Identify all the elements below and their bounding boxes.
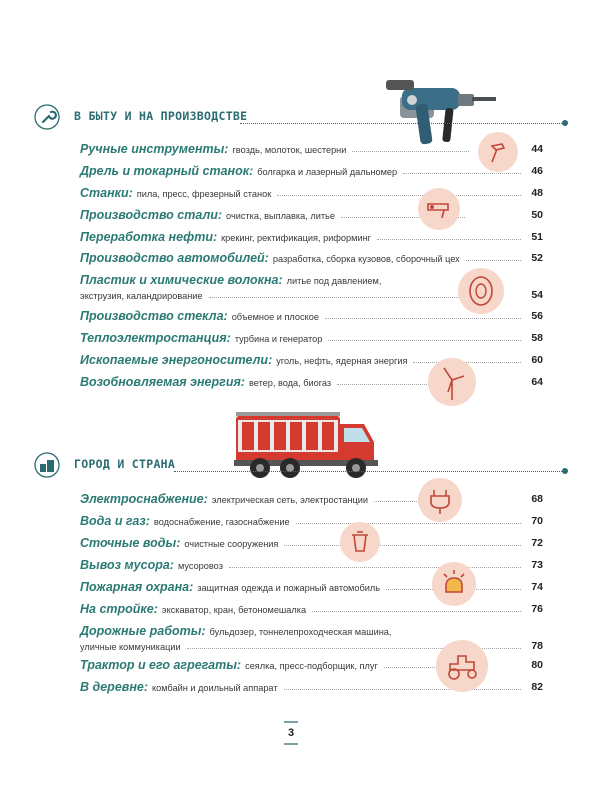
entry-title: Возобновляемая энергия: [80, 375, 245, 389]
entry-page: 70 [531, 515, 543, 527]
entry-desc: болгарка и лазерный дальномер [257, 167, 398, 177]
entry-page: 64 [531, 376, 543, 388]
section-header-home-industry [34, 104, 568, 130]
plug-icon [418, 478, 462, 522]
plug-badge [418, 478, 462, 522]
toc-entry[interactable] [80, 512, 543, 528]
trash-can-icon [340, 522, 380, 562]
trash-can-badge [340, 522, 380, 562]
toc-entry[interactable] [80, 534, 543, 550]
entry-desc: уголь, нефть, ядерная энергия [276, 356, 408, 366]
entry-desc: сеялка, пресс-подборщик, плуг [245, 661, 378, 671]
entry-desc: электрическая сеть, электростанции [211, 495, 369, 505]
city-buildings-icon [34, 452, 60, 478]
entry-page: 54 [531, 289, 543, 301]
wind-turbine-badge [428, 358, 476, 406]
hair-dryer-badge [418, 188, 460, 230]
entry-title: В деревне: [80, 680, 148, 694]
entry-title: Вывоз мусора: [80, 558, 174, 572]
siren-badge [432, 562, 476, 606]
wheel-badge [458, 268, 504, 314]
entry-title: Станки: [80, 186, 133, 200]
entry-title: Ископаемые энергоносители: [80, 353, 273, 367]
wind-turbine-icon [428, 358, 476, 406]
toc-entry[interactable] [80, 184, 543, 200]
page-number [280, 720, 302, 746]
entry-page: 60 [531, 354, 543, 366]
toc-entry[interactable] [80, 249, 543, 265]
entry-desc: комбайн и доильный аппарат [151, 683, 278, 693]
entry-desc: бульдозер, тоннелепроходческая машина, [209, 627, 392, 637]
entry-page: 80 [531, 659, 543, 671]
entry-desc-continued: уличные коммуникации [80, 642, 181, 652]
section-rule [240, 123, 564, 124]
section-rule [174, 471, 564, 472]
entry-desc: объемное и плоское [231, 312, 319, 322]
toc-entry[interactable] [80, 206, 543, 222]
entry-title: Переработка нефти: [80, 230, 218, 244]
hammer-icon [478, 132, 518, 172]
entry-page: 50 [531, 209, 543, 221]
entry-desc-continued: экструзия, каландрирование [80, 291, 203, 301]
entry-page: 82 [531, 681, 543, 693]
page-number-text: 3 [287, 727, 295, 739]
entry-page: 78 [531, 640, 543, 652]
entry-title: Электроснабжение: [80, 492, 208, 506]
entry-desc: разработка, сборка кузовов, сборочный цех [272, 254, 460, 264]
section-title: В БЫТУ И НА ПРОИЗВОДСТВЕ [74, 109, 248, 123]
entry-desc: мусоровоз [177, 561, 223, 571]
toc-entry[interactable] [80, 490, 543, 506]
section-rule-dot [562, 120, 568, 126]
section-header-city-country [34, 452, 568, 478]
entry-desc: экскаватор, кран, бетономешалка [161, 605, 307, 615]
entry-page: 56 [531, 310, 543, 322]
hair-dryer-icon [418, 188, 460, 230]
entry-title: Пожарная охрана: [80, 580, 194, 594]
entry-page: 76 [531, 603, 543, 615]
entry-title: Производство стекла: [80, 309, 228, 323]
entry-page: 44 [531, 143, 543, 155]
entry-page: 73 [531, 559, 543, 571]
toc-entry[interactable] [80, 329, 543, 345]
entry-page: 52 [531, 252, 543, 264]
entry-page: 58 [531, 332, 543, 344]
entry-title: Трактор и его агрегаты: [80, 658, 242, 672]
toc-entry[interactable] [80, 162, 543, 178]
entry-title: Производство автомобилей: [80, 251, 269, 265]
entry-title: Пластик и химические волокна: [80, 273, 283, 287]
entry-desc: турбина и генератор [234, 334, 323, 344]
entry-title: Теплоэлектростанция: [80, 331, 231, 345]
hammer-badge [478, 132, 518, 172]
entry-page: 68 [531, 493, 543, 505]
entry-title: Дрель и токарный станок: [80, 164, 254, 178]
entry-title: Вода и газ: [80, 514, 150, 528]
entry-title: Сточные воды: [80, 536, 181, 550]
entry-desc: гвоздь, молоток, шестерни [232, 145, 347, 155]
toc-entry[interactable] [80, 140, 543, 156]
entry-desc: ветер, вода, биогаз [248, 378, 332, 388]
entry-desc: водоснабжение, газоснабжение [153, 517, 290, 527]
section-title: ГОРОД И СТРАНА [74, 457, 176, 471]
toc-entry[interactable] [80, 228, 543, 244]
entry-desc: защитная одежда и пожарный автомобиль [197, 583, 381, 593]
entry-page: 72 [531, 537, 543, 549]
tractor-badge [436, 640, 488, 692]
entry-page: 48 [531, 187, 543, 199]
wrench-icon [34, 104, 60, 130]
entry-page: 74 [531, 581, 543, 593]
entry-page: 46 [531, 165, 543, 177]
entry-desc: очистка, выплавка, литье [226, 211, 335, 221]
siren-light-icon [432, 562, 476, 606]
entry-desc: литье под давлением, [286, 276, 382, 286]
section-rule-dot [562, 468, 568, 474]
entry-title: Производство стали: [80, 208, 223, 222]
entry-desc: крекинг, ректификация, риформинг [221, 233, 372, 243]
entry-title: Дорожные работы: [80, 624, 206, 638]
entry-page: 51 [531, 231, 543, 243]
tractor-icon [436, 640, 488, 692]
tire-icon [458, 268, 504, 314]
entry-title: Ручные инструменты: [80, 142, 229, 156]
entry-title: На стройке: [80, 602, 158, 616]
entry-desc: очистные сооружения [184, 539, 279, 549]
entry-desc: пила, пресс, фрезерный станок [136, 189, 272, 199]
